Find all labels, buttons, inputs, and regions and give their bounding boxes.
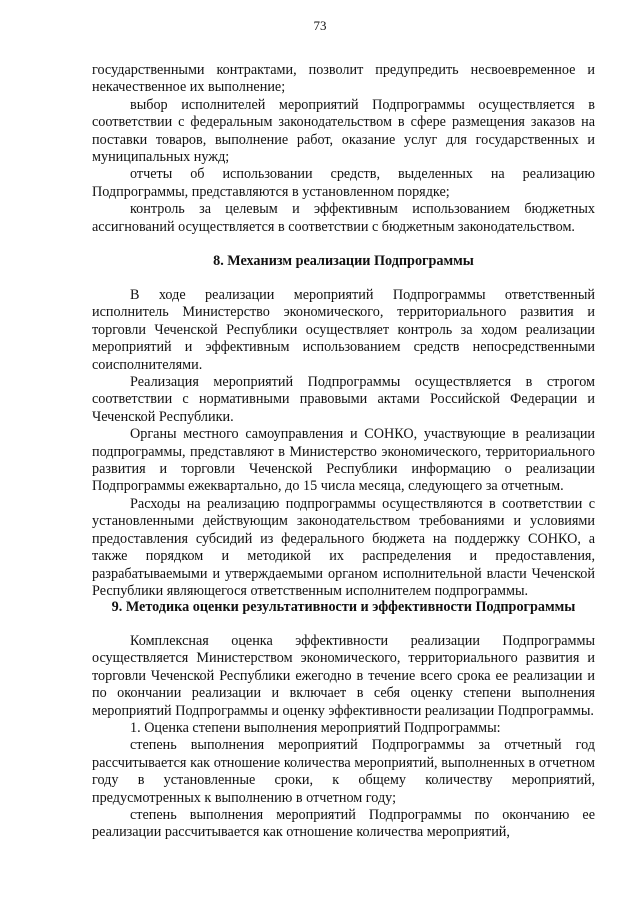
paragraph: Реализация мероприятий Подпрограммы осуществляется в строгом соответствии с нормативными правовыми актами Российской Федерации и Чеченской Республики. [92,374,595,425]
paragraph: Расходы на реализацию подпрограммы осуществляются в соответствии с установленными действующим законодательством требованиями и условиями предоставления субсидий из федерального бюджета на поддержку СОНКО, а также порядком и методикой их распределения и предоставления, разрабатываемыми и утверждаемыми органом исполнительной власти Чеченской Республики являющегося ответственным исполнителем подпрограммы. [92,495,595,599]
paragraph: степень выполнения мероприятий Подпрограммы за отчетный год рассчитывается как отношение количества мероприятий, выполненных в отчетном году в установленные сроки, к общему количеству мероприятий, предусмотренных к выполнению в отчетном году; [92,737,595,806]
paragraph: степень выполнения мероприятий Подпрограммы по окончанию ее реализации рассчитывается как отношение количества мероприятий, [92,807,595,841]
section-9-text-block [92,633,595,842]
section-9-heading: 9. Методика оценки результативности и эффективности Подпрограммы [111,599,576,615]
paragraph: Комплексная оценка эффективности реализации Подпрограммы осуществляется Министерством экономического, территориального развития и торговли Чеченской Республики ежегодно в течение всего срока ее реализации и по окончании реализации и включает в себя оценку степени выполнения мероприятий Подпрограммы и оценку эффективности реализации Подпрограммы. [92,633,595,719]
section-8-text-block [92,287,595,600]
paragraph: выбор исполнителей мероприятий Подпрограммы осуществляется в соответствии с федеральным законодательством в сфере размещения заказов на поставки товаров, выполнение работ, оказание услуг для государственных и муниципальных нужд; [92,96,595,166]
section-8-heading: 8. Механизм реализации Подпрограммы [213,253,474,269]
paragraph: контроль за целевым и эффективным использованием бюджетных ассигнований осуществляется в соответствии с бюджетным законодательством. [92,201,595,235]
page-number: 73 [313,18,327,33]
paragraph: отчеты об использовании средств, выделенных на реализацию Подпрограммы, представляются в установленном порядке; [92,166,595,200]
intro-text-block [92,62,595,236]
paragraph: 1. Оценка степени выполнения мероприятий Подпрограммы: [130,720,501,737]
paragraph: государственными контрактами, позволит предупредить несвоевременное и некачественное их выполнение; [92,62,595,96]
paragraph: Органы местного самоуправления и СОНКО, участвующие в реализации подпрограммы, представляют в Министерство экономического, территориального развития и торговли Чеченской Республики информацию о реализации Подпрограммы ежеквартально, до 15 числа месяца, следующего за отчетным. [92,426,595,495]
paragraph: В ходе реализации мероприятий Подпрограммы ответственный исполнитель Министерство экономического, территориального развития и торговли Чеченской Республики осуществляет контроль за ходом реализации мероприятий и эффективным использованием средств непосредственными соисполнителями. [92,287,595,373]
